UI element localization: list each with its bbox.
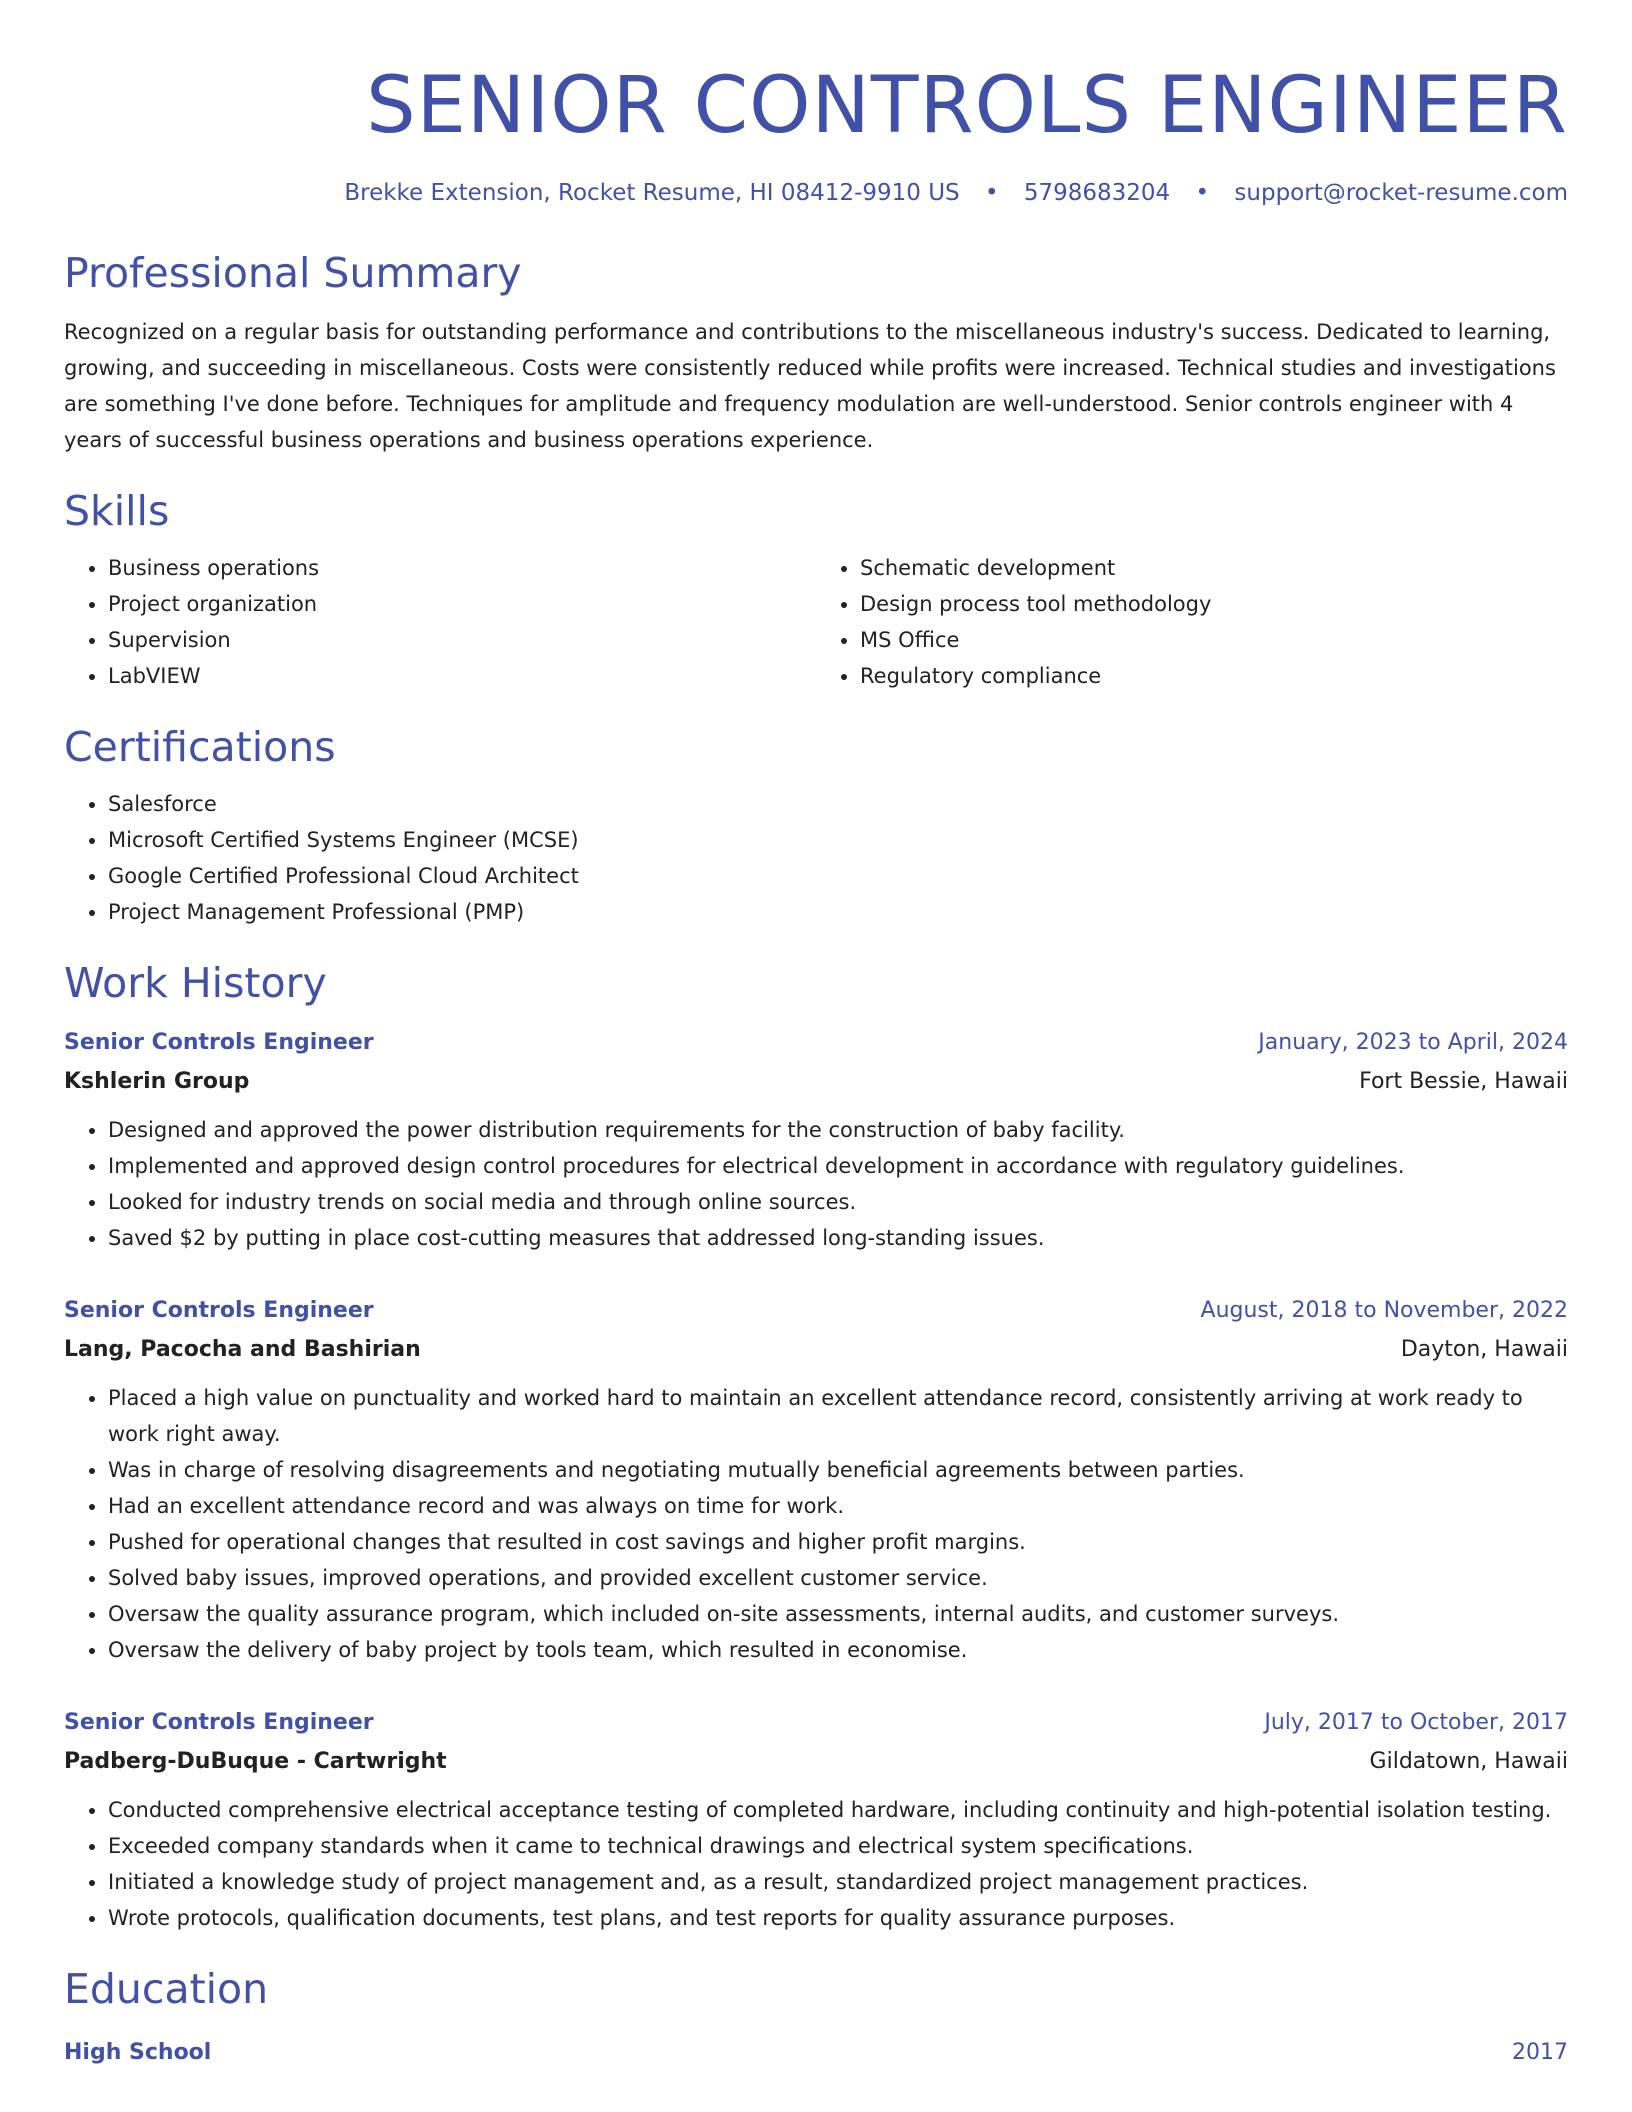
certification-item: • Project Management Professional (PMP) (108, 894, 1568, 930)
summary-heading: Professional Summary (64, 249, 522, 297)
job-company: Kshlerin Group (64, 1069, 250, 1094)
work-history-section (64, 956, 1568, 1936)
certifications-section (64, 720, 1568, 930)
skills-heading: Skills (64, 487, 170, 535)
job-entry (64, 1292, 1568, 1668)
resume-header (64, 0, 1568, 208)
job-bullet: • Was in charge of resolving disagreements and negotiating mutually beneficial agreements between parties. (108, 1452, 1568, 1488)
job-bullets (64, 1792, 1568, 1936)
job-bullet: • Implemented and approved design control procedures for electrical development in accordance with regulatory guidelines. (108, 1148, 1568, 1184)
education-heading: Education (64, 1965, 269, 2013)
education-entry (64, 2034, 1568, 2072)
job-location: Fort Bessie, Hawaii (1359, 1069, 1568, 1094)
contact-address: Brekke Extension, Rocket Resume, HI 08412-9910 US (344, 180, 960, 206)
job-company-row (64, 1742, 1568, 1782)
job-dates: July, 2017 to October, 2017 (1264, 1710, 1568, 1735)
job-dates: August, 2018 to November, 2022 (1200, 1298, 1568, 1323)
job-bullet: • Exceeded company standards when it came to technical drawings and electrical system specifications. (108, 1828, 1568, 1864)
job-company-row (64, 1062, 1568, 1102)
job-company-row (64, 1330, 1568, 1370)
work-list (64, 1024, 1568, 1936)
job-title: Senior Controls Engineer (64, 1298, 374, 1323)
job-bullet: • Initiated a knowledge study of project management and, as a result, standardized project management practices. (108, 1864, 1568, 1900)
job-bullet: • Looked for industry trends on social media and through online sources. (108, 1184, 1568, 1220)
skill-item: • MS Office (860, 622, 1568, 658)
skills-list-left (64, 550, 816, 694)
job-company: Padberg-DuBuque - Cartwright (64, 1749, 447, 1774)
job-dates: January, 2023 to April, 2024 (1258, 1030, 1568, 1055)
certification-item: • Microsoft Certified Systems Engineer (MCSE) (108, 822, 1568, 858)
job-title: Senior Controls Engineer (64, 1030, 374, 1055)
job-location: Dayton, Hawaii (1400, 1337, 1568, 1362)
job-header-row (64, 1704, 1568, 1742)
education-section (64, 1962, 1568, 2072)
job-bullets (64, 1380, 1568, 1668)
contact-phone: 5798683204 (1023, 180, 1171, 206)
skill-item: • Regulatory compliance (860, 658, 1568, 694)
job-entry (64, 1704, 1568, 1936)
job-bullet: • Saved $2 by putting in place cost-cutting measures that addressed long-standing issues. (108, 1220, 1568, 1256)
summary-section (64, 246, 1568, 458)
job-bullets (64, 1112, 1568, 1256)
skills-section (64, 484, 1568, 694)
skill-item: • Supervision (108, 622, 816, 658)
skill-item: • LabVIEW (108, 658, 816, 694)
job-bullet: • Oversaw the quality assurance program, which included on-site assessments, internal audits, and customer surveys. (108, 1596, 1568, 1632)
skill-item: • Project organization (108, 586, 816, 622)
contact-separator: • (984, 180, 999, 206)
job-location: Gildatown, Hawaii (1369, 1749, 1568, 1774)
summary-text: Recognized on a regular basis for outstanding performance and contributions to the miscellaneous industry's success. Dedicated to learning, growing, and succeeding in miscellaneous. Costs were consistently reduced while profits were increased. Technical studies and investigations are something I've done before. Techniques for amplitude and frequency modulation are well-understood. Senior controls engineer with 4 years of successful business operations and business operations experience. (64, 320, 1556, 452)
certification-item: • Google Certified Professional Cloud Architect (108, 858, 1568, 894)
job-bullet: • Wrote protocols, qualification documents, test plans, and test reports for quality assurance purposes. (108, 1900, 1568, 1936)
contact-separator: • (1195, 180, 1210, 206)
certifications-list (64, 786, 1568, 930)
page-title: SENIOR CONTROLS ENGINEER (366, 61, 1568, 151)
skill-item: • Design process tool methodology (860, 586, 1568, 622)
contact-email: support@rocket-resume.com (1234, 180, 1568, 206)
job-entry (64, 1024, 1568, 1256)
skill-item: • Business operations (108, 550, 816, 586)
job-bullet: • Pushed for operational changes that resulted in cost savings and higher profit margins. (108, 1524, 1568, 1560)
job-bullet: • Solved baby issues, improved operations, and provided excellent customer service. (108, 1560, 1568, 1596)
certifications-heading: Certifications (64, 723, 336, 771)
skills-list-right (816, 550, 1568, 694)
job-bullet: • Had an excellent attendance record and was always on time for work. (108, 1488, 1568, 1524)
job-header-row (64, 1024, 1568, 1062)
certification-item: • Salesforce (108, 786, 1568, 822)
job-bullet: • Designed and approved the power distribution requirements for the construction of baby facility. (108, 1112, 1568, 1148)
contact-line (64, 178, 1568, 208)
job-bullet: • Placed a high value on punctuality and worked hard to maintain an excellent attendance record, consistently arriving at work ready to work right away. (108, 1380, 1568, 1452)
job-company: Lang, Pacocha and Bashirian (64, 1337, 421, 1362)
education-title: High School (64, 2040, 212, 2065)
skill-item: • Schematic development (860, 550, 1568, 586)
job-bullet: • Conducted comprehensive electrical acceptance testing of completed hardware, including continuity and high-potential isolation testing. (108, 1792, 1568, 1828)
education-date: 2017 (1512, 2040, 1568, 2065)
work-history-heading: Work History (64, 959, 327, 1007)
job-header-row (64, 1292, 1568, 1330)
job-bullet: • Oversaw the delivery of baby project by tools team, which resulted in economise. (108, 1632, 1568, 1668)
skills-columns (64, 538, 1568, 694)
job-title: Senior Controls Engineer (64, 1710, 374, 1735)
